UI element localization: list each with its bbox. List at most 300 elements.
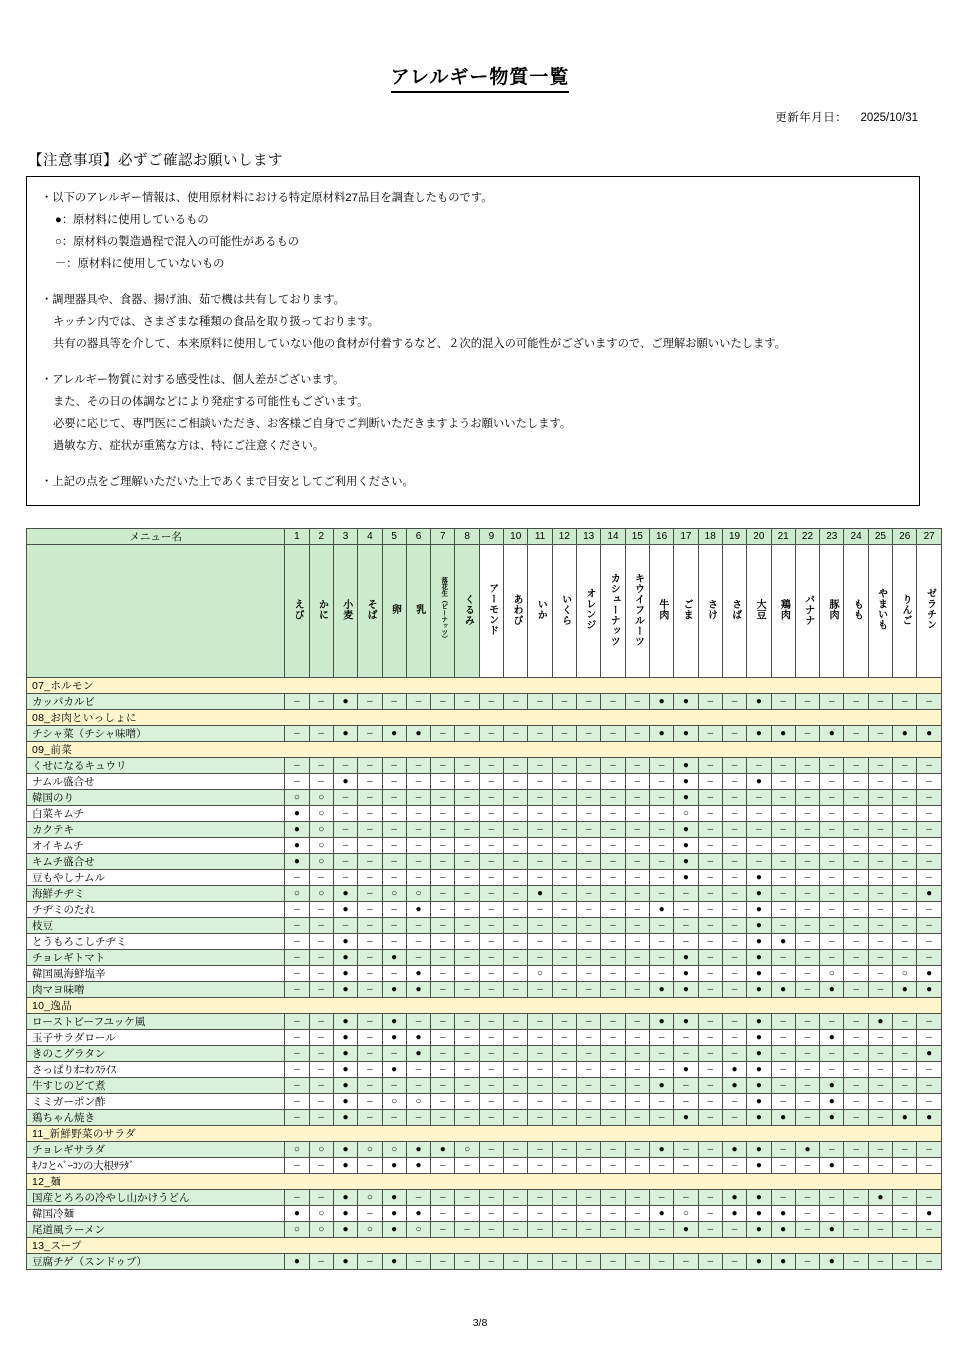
allergy-mark-16: – <box>649 758 673 774</box>
allergy-mark-19: ● <box>722 1062 746 1078</box>
allergy-mark-4: – <box>358 1254 382 1270</box>
allergen-number-14: 14 <box>601 529 625 545</box>
allergy-mark-10: – <box>504 854 528 870</box>
table-row[interactable] <box>27 950 942 966</box>
allergy-mark-7: – <box>431 774 455 790</box>
allergy-mark-25: – <box>868 1078 892 1094</box>
allergy-mark-6: – <box>406 822 430 838</box>
table-row[interactable] <box>27 1030 942 1046</box>
table-row[interactable] <box>27 1206 942 1222</box>
menu-item-name: ナムル盛合せ <box>27 774 285 790</box>
allergy-mark-17: ● <box>674 854 698 870</box>
allergy-mark-4: – <box>358 1110 382 1126</box>
allergy-mark-14: – <box>601 1014 625 1030</box>
allergen-number-22: 22 <box>795 529 819 545</box>
allergy-mark-13: – <box>577 1254 601 1270</box>
allergy-mark-22: – <box>795 886 819 902</box>
allergy-mark-18: – <box>698 790 722 806</box>
allergen-label: ゼラチン <box>924 588 936 631</box>
allergy-mark-14: – <box>601 1094 625 1110</box>
allergy-mark-25: – <box>868 1254 892 1270</box>
allergy-mark-6: ○ <box>406 1094 430 1110</box>
allergy-mark-1: – <box>285 1158 309 1174</box>
allergen-number-13: 13 <box>577 529 601 545</box>
allergy-mark-15: – <box>625 918 649 934</box>
allergy-mark-8: – <box>455 870 479 886</box>
allergy-mark-27: ● <box>917 982 942 998</box>
allergy-mark-15: – <box>625 1062 649 1078</box>
table-row[interactable] <box>27 934 942 950</box>
allergy-mark-15: – <box>625 1030 649 1046</box>
allergy-mark-12: – <box>552 790 576 806</box>
allergy-mark-21: – <box>771 806 795 822</box>
notice-line-1: ・以下のアレルギー情報は、使用原材料における特定原材料27品目を調査したものです。 <box>41 192 493 204</box>
allergy-mark-4: – <box>358 1046 382 1062</box>
category-label: 07_ホルモン <box>27 678 942 694</box>
allergy-mark-14: – <box>601 1110 625 1126</box>
allergy-mark-3: ● <box>333 886 357 902</box>
allergy-mark-22: – <box>795 950 819 966</box>
allergy-mark-22: – <box>795 966 819 982</box>
allergy-mark-7: – <box>431 982 455 998</box>
allergy-mark-9: – <box>479 1222 503 1238</box>
allergy-mark-12: – <box>552 774 576 790</box>
allergy-mark-6: – <box>406 1110 430 1126</box>
allergy-mark-6: – <box>406 838 430 854</box>
menu-item-name: さっぱりｵﾆｵﾝｽﾗｲｽ <box>27 1062 285 1078</box>
allergy-mark-25: – <box>868 1222 892 1238</box>
allergy-mark-19: – <box>722 790 746 806</box>
table-row[interactable] <box>27 822 942 838</box>
allergy-mark-27: – <box>917 1254 942 1270</box>
allergy-mark-20: ● <box>747 1062 771 1078</box>
allergy-mark-6: – <box>406 1062 430 1078</box>
notice-line-2: ・調理器具や、食器、揚げ油、茹で機は共有しております。 <box>41 294 345 307</box>
allergy-mark-25: – <box>868 886 892 902</box>
allergy-mark-12: – <box>552 918 576 934</box>
table-row[interactable] <box>27 1110 942 1126</box>
allergy-mark-15: – <box>625 950 649 966</box>
allergy-mark-25: – <box>868 854 892 870</box>
allergy-mark-20: ● <box>747 1046 771 1062</box>
allergy-mark-13: – <box>577 982 601 998</box>
allergy-mark-7: – <box>431 790 455 806</box>
allergy-mark-15: – <box>625 1094 649 1110</box>
allergy-mark-15: – <box>625 902 649 918</box>
allergy-mark-13: – <box>577 918 601 934</box>
allergy-mark-5: ● <box>382 1014 406 1030</box>
allergy-mark-8: – <box>455 758 479 774</box>
allergy-mark-2: ○ <box>309 806 333 822</box>
category-row <box>27 710 942 726</box>
allergy-mark-13: – <box>577 774 601 790</box>
allergy-mark-21: ● <box>771 1222 795 1238</box>
allergen-number-7: 7 <box>431 529 455 545</box>
allergy-mark-26: – <box>893 1222 917 1238</box>
allergen-label: さけ <box>705 598 717 620</box>
table-row[interactable] <box>27 870 942 886</box>
allergy-mark-4: – <box>358 1094 382 1110</box>
allergy-mark-17: – <box>674 1094 698 1110</box>
menu-column-header-spacer <box>27 545 285 678</box>
allergy-mark-7: – <box>431 1078 455 1094</box>
allergy-mark-7: – <box>431 1190 455 1206</box>
allergy-mark-16: – <box>649 950 673 966</box>
allergy-mark-25: ● <box>868 1190 892 1206</box>
allergen-number-6: 6 <box>406 529 430 545</box>
allergen-name-8 <box>455 545 479 678</box>
table-row[interactable] <box>27 1254 942 1270</box>
table-row[interactable] <box>27 1094 942 1110</box>
allergy-mark-17: – <box>674 918 698 934</box>
allergy-mark-15: – <box>625 870 649 886</box>
allergy-mark-2: – <box>309 950 333 966</box>
allergy-mark-25: – <box>868 1110 892 1126</box>
allergy-mark-12: – <box>552 1190 576 1206</box>
allergy-mark-14: – <box>601 822 625 838</box>
table-row[interactable] <box>27 1190 942 1206</box>
allergy-mark-2: – <box>309 870 333 886</box>
allergy-mark-13: – <box>577 790 601 806</box>
allergy-mark-19: – <box>722 982 746 998</box>
menu-item-name: チヂミのたれ <box>27 902 285 918</box>
notice-line-4: 共有の器具等を介して、本来原料に使用していない他の食材が付着するなど、２次的混入の可能性がございますので、ご理解お願いいたします。 <box>53 338 786 351</box>
allergy-mark-14: – <box>601 1190 625 1206</box>
allergy-mark-4: ○ <box>358 1142 382 1158</box>
allergy-mark-16: – <box>649 1190 673 1206</box>
allergen-label: ごま <box>681 598 693 620</box>
allergy-mark-10: – <box>504 870 528 886</box>
allergy-mark-10: – <box>504 950 528 966</box>
table-row[interactable] <box>27 838 942 854</box>
allergy-mark-2: ○ <box>309 1222 333 1238</box>
allergy-mark-22: – <box>795 934 819 950</box>
allergy-mark-22: – <box>795 854 819 870</box>
table-row[interactable] <box>27 1046 942 1062</box>
allergy-mark-19: – <box>722 950 746 966</box>
allergy-mark-21: – <box>771 758 795 774</box>
allergy-mark-14: – <box>601 966 625 982</box>
allergy-mark-13: – <box>577 1206 601 1222</box>
allergy-mark-8: – <box>455 1190 479 1206</box>
allergy-mark-4: – <box>358 758 382 774</box>
allergy-mark-12: – <box>552 1030 576 1046</box>
allergy-mark-20: ● <box>747 694 771 710</box>
menu-item-name: とうもろこしチヂミ <box>27 934 285 950</box>
allergy-mark-22: – <box>795 1158 819 1174</box>
allergy-mark-16: ● <box>649 982 673 998</box>
allergy-mark-3: ● <box>333 694 357 710</box>
allergy-mark-12: – <box>552 758 576 774</box>
notice-line-6: また、その日の体調などにより発症する可能性もございます。 <box>53 396 369 409</box>
allergy-mark-19: – <box>722 918 746 934</box>
allergy-mark-20: – <box>747 790 771 806</box>
allergy-mark-25: – <box>868 950 892 966</box>
allergy-mark-19: ● <box>722 1190 746 1206</box>
allergy-mark-17: – <box>674 902 698 918</box>
allergy-mark-6: – <box>406 790 430 806</box>
allergy-mark-18: – <box>698 854 722 870</box>
allergy-mark-17: ● <box>674 790 698 806</box>
allergy-mark-20: ● <box>747 902 771 918</box>
allergy-mark-12: – <box>552 838 576 854</box>
allergy-mark-15: – <box>625 1254 649 1270</box>
allergy-mark-14: – <box>601 1206 625 1222</box>
allergy-mark-17: – <box>674 1030 698 1046</box>
allergy-mark-9: – <box>479 838 503 854</box>
allergy-mark-26: – <box>893 774 917 790</box>
allergy-mark-1: ● <box>285 1206 309 1222</box>
allergy-mark-8: – <box>455 1078 479 1094</box>
allergy-mark-4: – <box>358 950 382 966</box>
table-row[interactable] <box>27 694 942 710</box>
allergy-mark-9: – <box>479 1046 503 1062</box>
allergen-number-2: 2 <box>309 529 333 545</box>
table-row[interactable] <box>27 886 942 902</box>
allergy-mark-9: – <box>479 1062 503 1078</box>
table-row[interactable] <box>27 902 942 918</box>
allergy-mark-24: – <box>844 1062 868 1078</box>
allergy-mark-20: – <box>747 822 771 838</box>
table-row[interactable] <box>27 918 942 934</box>
allergy-mark-20: ● <box>747 1190 771 1206</box>
allergy-mark-25: – <box>868 806 892 822</box>
table-row[interactable] <box>27 1142 942 1158</box>
allergy-mark-26: ● <box>893 982 917 998</box>
allergy-mark-26: – <box>893 1158 917 1174</box>
allergy-mark-2: – <box>309 1014 333 1030</box>
allergy-mark-1: – <box>285 1030 309 1046</box>
allergy-mark-17: – <box>674 1142 698 1158</box>
allergy-mark-27: – <box>917 838 942 854</box>
allergy-mark-6: – <box>406 950 430 966</box>
allergy-mark-7: – <box>431 966 455 982</box>
allergy-mark-21: – <box>771 790 795 806</box>
allergy-mark-11: – <box>528 1222 552 1238</box>
allergen-name-11 <box>528 545 552 678</box>
allergy-mark-11: – <box>528 1110 552 1126</box>
allergy-mark-1: – <box>285 966 309 982</box>
allergy-mark-13: – <box>577 886 601 902</box>
allergy-mark-9: – <box>479 1158 503 1174</box>
menu-item-name: ミミガーポン酢 <box>27 1094 285 1110</box>
allergy-mark-2: ○ <box>309 854 333 870</box>
allergy-mark-9: – <box>479 1206 503 1222</box>
table-row[interactable] <box>27 1062 942 1078</box>
allergy-mark-5: ○ <box>382 886 406 902</box>
allergy-mark-23: – <box>820 886 844 902</box>
allergy-mark-19: – <box>722 694 746 710</box>
allergy-mark-14: – <box>601 982 625 998</box>
allergy-mark-27: – <box>917 822 942 838</box>
table-row[interactable] <box>27 774 942 790</box>
allergy-mark-12: – <box>552 726 576 742</box>
allergy-mark-15: – <box>625 854 649 870</box>
allergy-mark-21: – <box>771 966 795 982</box>
allergen-label: さば <box>729 598 741 620</box>
allergy-mark-18: – <box>698 726 722 742</box>
allergy-mark-4: – <box>358 822 382 838</box>
allergy-mark-5: – <box>382 902 406 918</box>
allergy-mark-20: ● <box>747 1142 771 1158</box>
menu-item-name: オイキムチ <box>27 838 285 854</box>
allergy-mark-6: ● <box>406 982 430 998</box>
allergy-mark-12: – <box>552 1254 576 1270</box>
menu-item-name: カッパカルビ <box>27 694 285 710</box>
allergy-mark-25: – <box>868 726 892 742</box>
allergy-mark-24: – <box>844 1206 868 1222</box>
allergy-mark-15: – <box>625 822 649 838</box>
allergy-mark-18: – <box>698 1094 722 1110</box>
allergy-mark-3: ● <box>333 1206 357 1222</box>
menu-column-header: メニュー名 <box>27 529 285 545</box>
menu-item-name: 豆腐チゲ（スンドゥブ） <box>27 1254 285 1270</box>
allergy-mark-25: – <box>868 1142 892 1158</box>
allergy-mark-23: – <box>820 934 844 950</box>
allergy-mark-20: ● <box>747 1158 771 1174</box>
table-row[interactable] <box>27 966 942 982</box>
allergy-mark-21: – <box>771 950 795 966</box>
allergy-mark-9: – <box>479 886 503 902</box>
allergy-mark-17: ● <box>674 950 698 966</box>
allergy-mark-5: – <box>382 1110 406 1126</box>
allergy-mark-20: ● <box>747 886 771 902</box>
table-row[interactable] <box>27 982 942 998</box>
table-row[interactable] <box>27 726 942 742</box>
menu-item-name: カクテキ <box>27 822 285 838</box>
table-row[interactable] <box>27 758 942 774</box>
allergy-table-body <box>27 678 942 1270</box>
allergy-mark-18: – <box>698 758 722 774</box>
allergy-mark-3: ● <box>333 1190 357 1206</box>
allergy-mark-11: – <box>528 1014 552 1030</box>
allergy-mark-13: – <box>577 1078 601 1094</box>
table-row[interactable] <box>27 790 942 806</box>
allergy-mark-21: ● <box>771 726 795 742</box>
allergy-mark-16: – <box>649 1222 673 1238</box>
allergy-mark-7: – <box>431 1062 455 1078</box>
table-row[interactable] <box>27 806 942 822</box>
allergy-mark-4: – <box>358 886 382 902</box>
allergy-mark-3: ● <box>333 1030 357 1046</box>
allergy-mark-18: – <box>698 1014 722 1030</box>
allergy-mark-9: – <box>479 1142 503 1158</box>
menu-item-name: 玉子サラダロール <box>27 1030 285 1046</box>
allergy-mark-18: – <box>698 838 722 854</box>
allergy-mark-19: – <box>722 854 746 870</box>
allergy-mark-16: – <box>649 966 673 982</box>
allergy-mark-10: – <box>504 1094 528 1110</box>
allergy-mark-21: ● <box>771 934 795 950</box>
allergy-mark-7: – <box>431 934 455 950</box>
table-row[interactable] <box>27 1078 942 1094</box>
allergy-mark-23: – <box>820 1206 844 1222</box>
allergy-mark-6: ● <box>406 1158 430 1174</box>
allergy-mark-11: – <box>528 1094 552 1110</box>
allergy-mark-6: – <box>406 694 430 710</box>
allergy-mark-16: – <box>649 1094 673 1110</box>
allergy-mark-27: – <box>917 1222 942 1238</box>
allergy-mark-25: – <box>868 790 892 806</box>
allergy-mark-21: – <box>771 886 795 902</box>
notice-spacer-2 <box>41 355 905 369</box>
allergy-mark-8: – <box>455 1094 479 1110</box>
allergy-mark-2: – <box>309 902 333 918</box>
allergy-mark-4: – <box>358 1030 382 1046</box>
allergy-mark-4: – <box>358 1062 382 1078</box>
allergy-mark-6: ● <box>406 1142 430 1158</box>
allergy-mark-1: – <box>285 934 309 950</box>
allergy-mark-14: – <box>601 1254 625 1270</box>
allergy-mark-6: ● <box>406 966 430 982</box>
allergy-mark-24: – <box>844 1222 868 1238</box>
allergy-mark-4: – <box>358 966 382 982</box>
table-row[interactable] <box>27 1222 942 1238</box>
allergy-mark-1: – <box>285 694 309 710</box>
allergy-mark-14: – <box>601 902 625 918</box>
allergy-mark-1: ● <box>285 806 309 822</box>
allergy-mark-12: – <box>552 886 576 902</box>
allergy-mark-8: – <box>455 886 479 902</box>
table-row[interactable] <box>27 1158 942 1174</box>
allergy-mark-1: – <box>285 950 309 966</box>
allergy-mark-9: – <box>479 1110 503 1126</box>
allergy-mark-15: – <box>625 1110 649 1126</box>
allergy-mark-4: – <box>358 838 382 854</box>
allergy-mark-2: – <box>309 1158 333 1174</box>
allergy-mark-18: – <box>698 1206 722 1222</box>
allergy-mark-26: – <box>893 854 917 870</box>
allergy-mark-21: – <box>771 822 795 838</box>
allergy-mark-21: – <box>771 1078 795 1094</box>
menu-item-name: 韓国風海鮮塩辛 <box>27 966 285 982</box>
allergy-mark-23: – <box>820 806 844 822</box>
allergy-mark-10: – <box>504 1254 528 1270</box>
allergy-mark-19: – <box>722 1014 746 1030</box>
allergy-mark-24: – <box>844 806 868 822</box>
allergy-mark-10: – <box>504 726 528 742</box>
allergy-mark-1: – <box>285 1190 309 1206</box>
allergen-name-22 <box>795 545 819 678</box>
allergy-mark-18: – <box>698 694 722 710</box>
allergy-mark-25: – <box>868 1094 892 1110</box>
allergy-mark-17: – <box>674 934 698 950</box>
allergy-mark-23: – <box>820 1190 844 1206</box>
allergy-mark-10: – <box>504 1222 528 1238</box>
table-row[interactable] <box>27 854 942 870</box>
allergy-mark-8: – <box>455 806 479 822</box>
allergy-mark-4: – <box>358 1014 382 1030</box>
allergy-mark-22: – <box>795 870 819 886</box>
allergy-mark-7: – <box>431 950 455 966</box>
allergy-mark-7: – <box>431 838 455 854</box>
allergy-mark-8: – <box>455 966 479 982</box>
allergy-mark-1: ● <box>285 838 309 854</box>
table-row[interactable] <box>27 1014 942 1030</box>
allergy-mark-2: ○ <box>309 1206 333 1222</box>
allergy-mark-17: – <box>674 1158 698 1174</box>
allergy-mark-8: – <box>455 1158 479 1174</box>
allergen-number-8: 8 <box>455 529 479 545</box>
allergy-mark-27: – <box>917 1142 942 1158</box>
allergy-mark-10: – <box>504 838 528 854</box>
allergy-mark-12: – <box>552 934 576 950</box>
allergy-mark-18: – <box>698 982 722 998</box>
allergy-mark-23: – <box>820 774 844 790</box>
allergy-mark-23: – <box>820 822 844 838</box>
allergy-mark-4: – <box>358 790 382 806</box>
allergy-mark-19: – <box>722 966 746 982</box>
